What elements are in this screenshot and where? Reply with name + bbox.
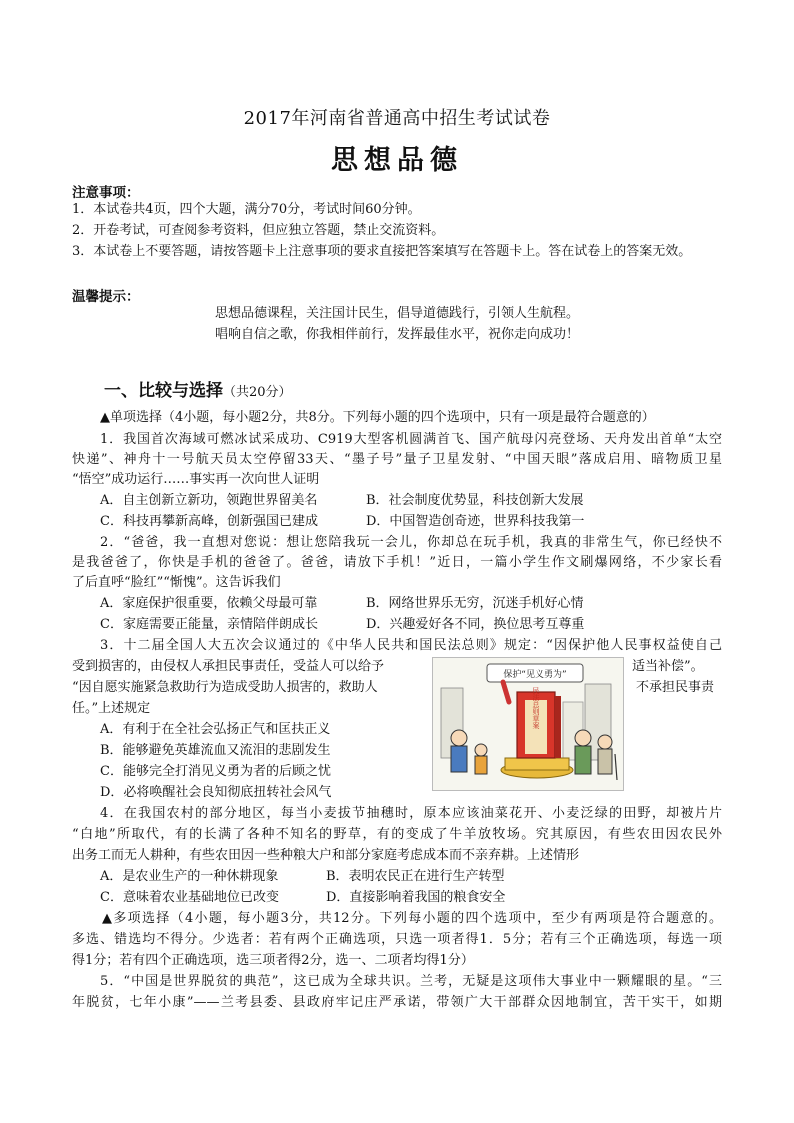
banner-text: 保护“见义勇为” [503,670,567,680]
option-b[interactable]: B．表明农民正在进行生产转型 [326,869,505,884]
single-choice-intro: ▲单项选择（4小题，每小题2分，共8分。下列每小题的四个选项中，只有一项是最符合题意的） [100,410,655,425]
notice-item: 2．开卷考试，可查阅参考资料，但应独立答题，禁止交流资料。 [72,223,445,238]
question-3-line: 适当补偿”。 [632,659,704,674]
option-d[interactable]: D．必将唤醒社会良知彻底扭转社会风气 [100,785,332,800]
subject-title: 思想品德 [331,145,463,176]
question-1-line: 1．我国首次海域可燃冰试采成功、C919大型客机圆满首飞、国产航母闪亮登场、天舟发出首单“太空 [100,432,722,447]
question-4-line: “白地”所取代，有的长满了各种不知名的野草，有的变成了牛羊放牧场。究其原因，有些农田因农民外 [72,827,722,842]
option-c[interactable]: C．能够完全打消见义勇为者的后顾之忧 [100,764,331,779]
question-1-line: “悟空”成功运行……事实再一次向世人证明 [72,472,320,487]
option-c[interactable]: C．科技再攀新高峰，创新强国已建成 [100,514,318,529]
question-3-line: 受到损害的，由侵权人承担民事责任，受益人可以给予 [72,659,385,674]
option-d[interactable]: D．中国智造创奇迹，世界科技我第一 [366,514,585,529]
question-4-line: 4．在我国农村的部分地区，每当小麦拔节抽穗时，原本应该油菜花开、小麦泛绿的田野，却被片片 [100,806,722,821]
question-1-line: 快递”、神舟十一号航天员太空停留33天、“墨子号”量子卫星发射、“中国天眼”落成启用、暗物质卫星 [72,452,722,467]
question-3-line: 任。”上述规定 [72,701,151,716]
question-2-line: 是我爸爸了，你快是手机的爸爸了。爸爸，请放下手机！”近日，一篇小学生作文刷爆网络，不少家长看 [72,555,722,570]
section-title-text: 一、比较与选择 [104,381,223,401]
multi-choice-intro: 多选、错选均不得分。少选者：若有两个正确选项，只选一项者得1．5分；若有三个正确选项，每选一项 [72,932,722,947]
question-4-line: 出务工而无人耕种，有些农田因一些种粮大户和部分家庭考虑成本而不亲弃耕。上述情形 [72,848,580,863]
notice-item: 1．本试卷共4页，四个大题，满分70分，考试时间60分钟。 [72,202,421,217]
question-5-line: 年脱贫，七年小康”——兰考县委、县政府牢记庄严承诺，带领广大干部群众因地制宜，苦干实干，如期 [72,995,722,1010]
section-score: （共20分） [223,385,292,400]
option-b[interactable]: B．能够避免英雄流血又流泪的悲剧发生 [100,743,331,758]
notice-item: 3．本试卷上不要答题，请按答题卡上注意事项的要求直接把答案填写在答题卡上。答在试卷上的答案无效。 [72,244,692,259]
book-title: 民法总则草案 [532,687,540,729]
option-b[interactable]: B．网络世界乐无穷，沉迷手机好心情 [366,596,584,611]
tips-heading: 温馨提示： [72,289,140,305]
exam-title: 2017年河南省普通高中招生考试试卷 [243,108,551,129]
option-c[interactable]: C．家庭需要正能量，亲情陪伴朗成长 [100,617,318,632]
question-3-line: “因自愿实施紧急救助行为造成受助人损害的，救助人 [72,680,378,695]
tips-line: 唱响自信之歌，你我相伴前行，发挥最佳水平，祝你走向成功！ [214,327,579,342]
option-c[interactable]: C．意味着农业基础地位已改变 [100,890,279,905]
cartoon-drawing [433,658,623,790]
option-a[interactable]: A．有利于在全社会弘扬正气和匡扶正义 [100,722,331,737]
question-5-line: 5．“中国是世界脱贫的典范”，这已成为全球共识。兰考，无疑是这项伟大事业中一颗耀眼的星。“三 [100,974,722,989]
option-d[interactable]: D．直接影响着我国的粮食安全 [326,890,506,905]
option-a[interactable]: A．是农业生产的一种休耕现象 [100,869,279,884]
question-2-line: 了后直呼“脸红”“惭愧”。这告诉我们 [72,575,281,590]
question-3-line: 不承担民事责 [636,680,715,695]
notice-heading: 注意事项： [72,185,140,201]
section-title [104,376,292,401]
question-3-line: 3．十二届全国人大五次会议通过的《中华人民共和国民法总则》规定：“因保护他人民事权益使自己 [100,638,722,653]
option-a[interactable]: A．家庭保护很重要，依赖父母最可靠 [100,596,318,611]
option-b[interactable]: B．社会制度优势显，科技创新大发展 [366,493,584,508]
cartoon-illustration [432,657,624,791]
multi-choice-intro: 得1分；若有四个正确选项，选三项者得2分，选一、二项者均得1分） [72,953,474,968]
multi-choice-intro: ▲多项选择（4小题，每小题3分，共12分。下列每小题的四个选项中，至少有两项是符合题意的。 [102,911,722,926]
option-a[interactable]: A．自主创新立新功，领跑世界留美名 [100,493,318,508]
tips-line: 思想品德课程，关注国计民生，倡导道德践行，引领人生航程。 [214,306,579,321]
question-2-line: 2．“爸爸，我一直想对您说：想让您陪我玩一会儿，你却总在玩手机，我真的非常生气，你已经快不 [100,535,722,550]
option-d[interactable]: D．兴趣爱好各不同，换位思考互尊重 [366,617,585,632]
